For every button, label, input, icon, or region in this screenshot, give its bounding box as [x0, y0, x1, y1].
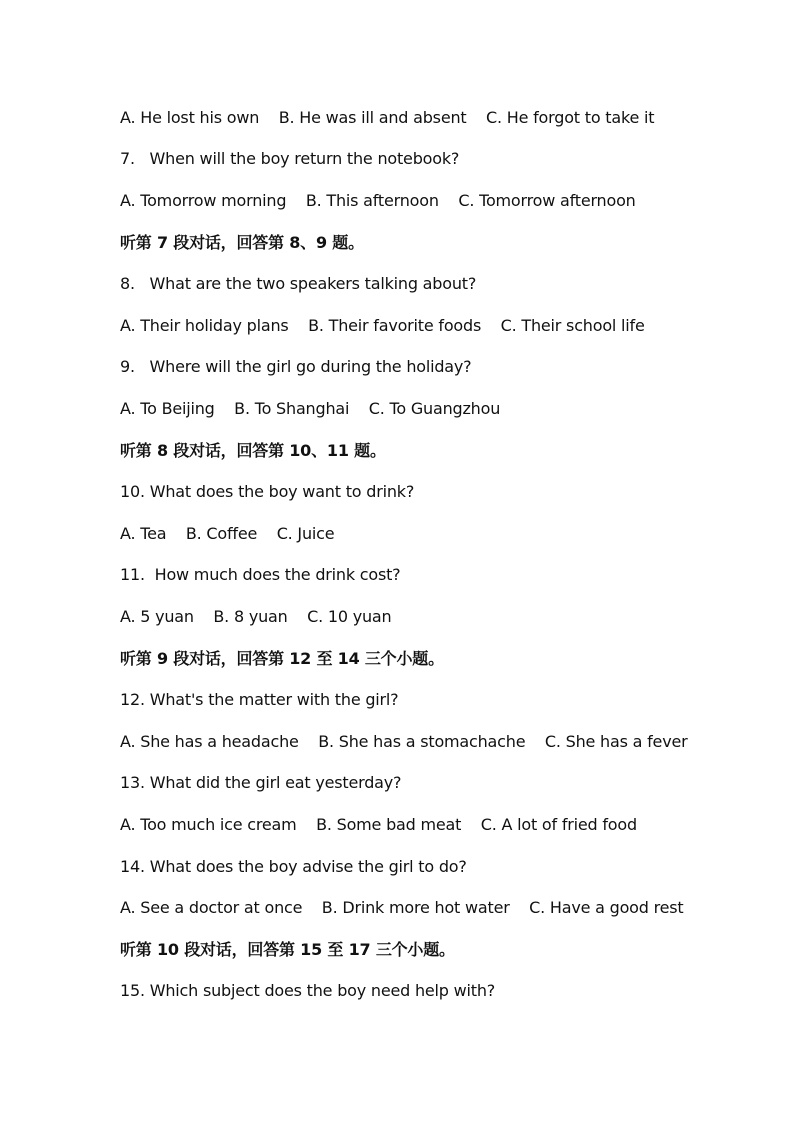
- options-line-q7: A. Tomorrow morning B. This afternoon C. Tomorrow afternoon: [120, 191, 636, 210]
- question-10: 10. What does the boy want to drink?: [120, 482, 415, 501]
- question-12: 12. What's the matter with the girl?: [120, 690, 399, 709]
- options-line-q14: A. See a doctor at once B. Drink more hot water C. Have a good rest: [120, 898, 684, 917]
- options-line-q8: A. Their holiday plans B. Their favorite foods C. Their school life: [120, 316, 645, 335]
- options-line-q13: A. Too much ice cream B. Some bad meat C. A lot of fried food: [120, 815, 637, 834]
- question-13: 13. What did the girl eat yesterday?: [120, 773, 402, 792]
- question-15: 15. Which subject does the boy need help with?: [120, 981, 496, 1000]
- question-8: 8. What are the two speakers talking about?: [120, 274, 477, 293]
- section-heading-dialogue-9: 听第 9 段对话，回答第 12 至 14 三个小题。: [120, 649, 444, 668]
- options-line-q10: A. Tea B. Coffee C. Juice: [120, 524, 335, 543]
- section-heading-dialogue-7: 听第 7 段对话，回答第 8、9 题。: [120, 233, 364, 252]
- question-7: 7. When will the boy return the notebook?: [120, 149, 460, 168]
- options-line-q11: A. 5 yuan B. 8 yuan C. 10 yuan: [120, 607, 392, 626]
- options-line-q12: A. She has a headache B. She has a stomachache C. She has a fever: [120, 732, 688, 751]
- options-line-q6: A. He lost his own B. He was ill and absent C. He forgot to take it: [120, 108, 655, 127]
- section-heading-dialogue-8: 听第 8 段对话，回答第 10、11 题。: [120, 441, 386, 460]
- question-11: 11. How much does the drink cost?: [120, 565, 401, 584]
- question-14: 14. What does the boy advise the girl to do?: [120, 857, 467, 876]
- section-heading-dialogue-10: 听第 10 段对话，回答第 15 至 17 三个小题。: [120, 940, 455, 959]
- question-9: 9. Where will the girl go during the holiday?: [120, 357, 472, 376]
- options-line-q9: A. To Beijing B. To Shanghai C. To Guangzhou: [120, 399, 501, 418]
